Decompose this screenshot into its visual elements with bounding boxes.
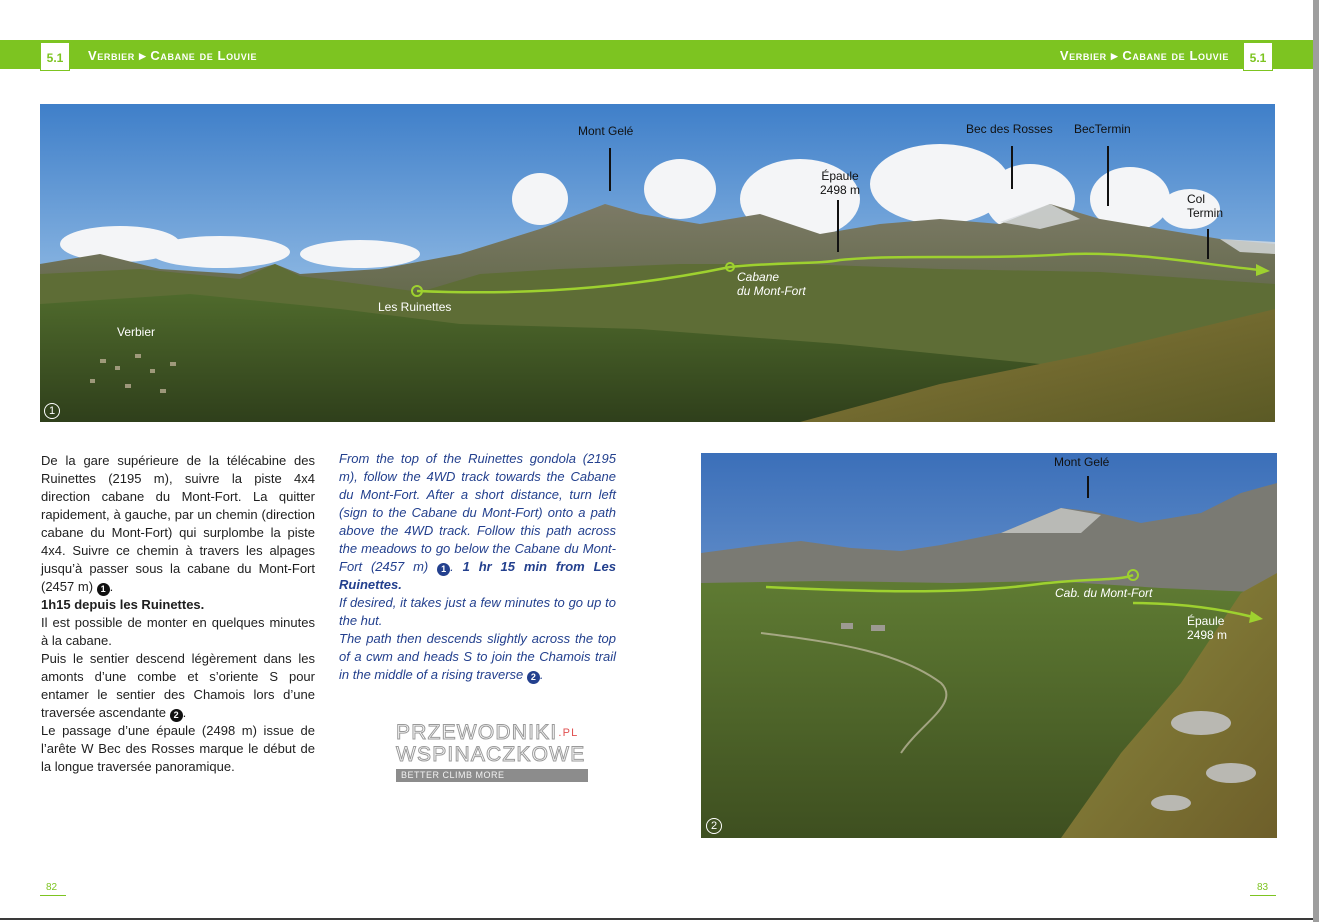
waypoint-marker-2-en: 2 <box>527 671 540 684</box>
photo-number-2: 2 <box>706 818 722 834</box>
label-verbier: Verbier <box>117 325 156 339</box>
page-rule-left <box>40 895 66 896</box>
label-bec-termin: BecTermin <box>1074 122 1131 136</box>
english-text-column <box>339 450 616 684</box>
waypoint-marker-1: 1 <box>97 583 110 596</box>
french-text-column <box>41 452 315 776</box>
photo-number-1: 1 <box>44 403 60 419</box>
col-termin-pointer <box>1207 229 1209 259</box>
label-epaule: Épaule 2498 m <box>819 169 861 197</box>
trail-illustration <box>701 453 1277 838</box>
watermark-tagline: BETTER CLIMB MORE <box>396 769 588 782</box>
watermark-domain: .PL <box>558 727 579 739</box>
panorama-photo <box>40 104 1275 422</box>
page-number-right: 83 <box>1257 882 1269 893</box>
epaule-pointer <box>837 200 839 252</box>
route-title-right: Verbier ▸ Cabane de Louvie <box>1059 48 1229 63</box>
fr-paragraph-4: Le passage d’une épaule (2498 m) issue de l’arête W Bec des Rosses marque le début de la longue traversée panoramique. <box>41 723 315 774</box>
en-paragraph-2: If desired, it takes just a few minutes to go up to the hut. <box>339 595 616 628</box>
fr-duration: 1h15 depuis les Ruinettes. <box>41 597 205 612</box>
section-number-left: 5.1 <box>40 43 70 71</box>
page-rule-right <box>1250 895 1276 896</box>
label-les-ruinettes: Les Ruinettes <box>378 300 452 314</box>
label-bec-des-rosses: Bec des Rosses <box>966 122 1053 136</box>
label-col-termin: Col Termin <box>1187 192 1224 220</box>
watermark <box>396 722 588 782</box>
fr-paragraph-1: De la gare supérieure de la télécabine des Ruinettes (2195 m), suivre la piste 4x4 direction cabane du Mont-Fort. La quitter rapidement, à gauche, par un chemin (direction cabane du Mont-Fort) qui surplombe la piste 4x4. Suivre ce chemin à travers les alpages jusqu’à passer sous la cabane du Mont-Fort (2457 m) 1 . <box>41 453 315 594</box>
fr-paragraph-2: Il est possible de monter en quelques minutes à la cabane. <box>41 615 315 648</box>
waypoint-marker-1-en: 1 <box>437 563 450 576</box>
watermark-line-2: WSPINACZKOWE <box>396 743 586 766</box>
label-mont-gele-2: Mont Gelé <box>1054 455 1110 469</box>
book-spine <box>1313 0 1319 922</box>
label-cabane-mont-fort: Cabane du Mont-Fort <box>737 270 806 298</box>
fr-paragraph-3: Puis le sentier descend légèrement dans les amonts d’une combe et s’oriente S pour entamer le sentier des Chamois lors d’une traversée ascendante 2 . <box>41 651 315 720</box>
page-number-left: 82 <box>46 882 58 893</box>
section-number-right: 5.1 <box>1243 43 1273 71</box>
mont-gele-pointer <box>609 148 611 191</box>
bec-termin-pointer <box>1107 146 1109 206</box>
mont-gele-pointer-2 <box>1087 476 1089 498</box>
trail-photo <box>701 453 1277 838</box>
waypoint-marker-2: 2 <box>170 709 183 722</box>
bec-des-rosses-pointer <box>1011 146 1013 189</box>
en-paragraph-1: From the top of the Ruinettes gondola (2195 m), follow the 4WD track towards the Cabane du Mont-Fort. After a short distance, turn left (sign to the Cabane du Mont-Fort) onto a path above the 4WD track. Follow this path across the meadows to go below the Cabane du Mont-Fort (2457 m) 1 . 1 hr 15 min from Les Ruinettes. <box>339 451 617 592</box>
label-epaule-2: Épaule 2498 m <box>1187 614 1228 642</box>
panorama-illustration <box>40 104 1275 422</box>
en-duration: 1 hr 15 min from Les Ruinettes. <box>339 559 617 592</box>
label-mont-gele: Mont Gelé <box>578 124 634 138</box>
bottom-edge <box>0 918 1313 920</box>
route-title-left: Verbier ▸ Cabane de Louvie <box>88 48 258 63</box>
label-cab-mont-fort: Cab. du Mont-Fort <box>1055 586 1153 600</box>
en-paragraph-3: The path then descends slightly across the top of a cwm and heads S to join the Chamois trail in the middle of a rising traverse 2 . <box>339 631 616 682</box>
watermark-line-1: PRZEWODNIKI <box>396 721 558 744</box>
